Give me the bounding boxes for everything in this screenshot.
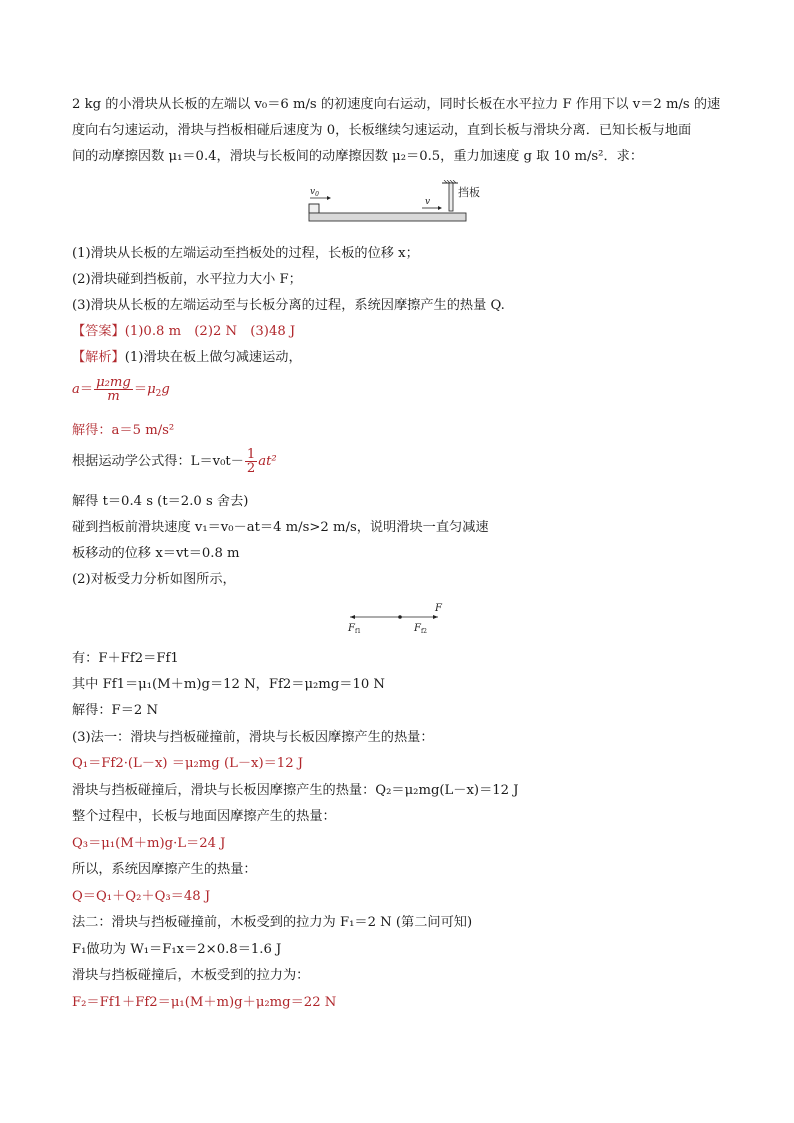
analysis-l7: 板移动的位移 x＝vt＝0.8 m xyxy=(72,546,240,561)
half-numerator: 1 xyxy=(246,447,256,462)
question-3: (3)滑块从长板的左端运动至与长板分离的过程，系统因摩擦产生的热量 Q. xyxy=(72,298,505,313)
question-1: (1)滑块从长板的左端运动至挡板处的过程，长板的位移 x； xyxy=(72,246,419,261)
analysis-l6: 碰到挡板前滑块速度 v₁＝v₀－at＝4 m/s>2 m/s，说明滑块一直匀减速 xyxy=(72,520,489,535)
analysis-l17: 所以，系统因摩擦产生的热量： xyxy=(72,862,257,877)
problem-figure xyxy=(300,180,500,228)
problem-line-1: 2 kg 的小滑块从长板的左端以 v₀＝6 m/s 的初速度向右运动，同时长板在水平拉力 F 作用下以 v＝2 m/s 的速 xyxy=(72,97,721,112)
analysis-line-1 xyxy=(72,349,302,367)
long-board xyxy=(309,213,466,221)
force-ff1-label: $F_{f1}$ xyxy=(348,623,361,635)
analysis-l16: Q₃＝μ₁(M＋m)g·L＝24 J xyxy=(72,836,226,851)
analysis-l12: (3)法一：滑块与挡板碰撞前，滑块与长板因摩擦产生的热量： xyxy=(72,730,434,745)
analysis-l19: 法二：滑块与挡板碰撞前，木板受到的拉力为 F₁＝2 N (第二问可知) xyxy=(72,915,473,930)
analysis-l11: 解得：F＝2 N xyxy=(72,703,159,718)
question-2: (2)滑块碰到挡板前，水平拉力大小 F； xyxy=(72,272,302,287)
analysis-tag: 【解析】 xyxy=(72,350,125,365)
v0-label: $v_0$ xyxy=(310,187,319,198)
analysis-l22: F₂＝Ff1＋Ff2＝μ₁(M＋m)g＋μ₂mg＝22 N xyxy=(72,995,337,1010)
answer-text: (1)0.8 m (2)2 N (3)48 J xyxy=(124,324,296,339)
problem-line-3: 间的动摩擦因数 μ₁＝0.4，滑块与长板间的动摩擦因数 μ₂＝0.5，重力加速度 g 取 10 m/s²．求： xyxy=(72,149,644,164)
analysis-l10: 其中 Ff1＝μ₁(M＋m)g＝12 N，Ff2＝μ₂mg＝10 N xyxy=(72,677,385,692)
half-denominator: 2 xyxy=(246,461,256,476)
eq-a-numerator: μ₂mg xyxy=(96,375,131,390)
analysis-l3 xyxy=(72,422,174,440)
slider-block xyxy=(309,204,319,213)
analysis-l4 xyxy=(72,448,277,476)
v-label: v xyxy=(425,197,431,207)
eq-a-denominator: m xyxy=(107,389,120,404)
analysis-l14: 滑块与挡板碰撞后，滑块与长板因摩擦产生的热量：Q₂＝μ₂mg(L－x)＝12 J xyxy=(72,783,519,798)
baffle xyxy=(449,183,453,211)
analysis-l1: (1)滑块在板上做匀减速运动， xyxy=(124,350,302,365)
force-f-label: F xyxy=(435,603,442,614)
force-ff2-label: $F_{f2}$ xyxy=(414,623,427,635)
analysis-l8: (2)对板受力分析如图所示， xyxy=(72,572,236,587)
force-diagram xyxy=(340,600,460,636)
analysis-l5: 解得 t＝0.4 s (t＝2.0 s 舍去) xyxy=(72,494,249,509)
analysis-l3-text: 解得：a＝5 m/s² xyxy=(72,423,175,438)
eq-acceleration: a＝ $\frac{\text{μ₂mg}}{m}$ $=\mu_2g$ xyxy=(72,375,170,404)
problem-line-2: 度向右匀速运动，滑块与挡板相碰后速度为 0，长板继续匀速运动，直到长板与滑块分离．已知长板与地面 xyxy=(72,123,692,138)
analysis-l4-tail: at² xyxy=(258,454,277,469)
answer-line xyxy=(72,323,295,341)
analysis-l21: 滑块与挡板碰撞后，木板受到的拉力为： xyxy=(72,968,310,983)
analysis-l13: Q₁＝Ff2·(L－x) ＝μ₂mg (L－x)＝12 J xyxy=(72,756,304,771)
analysis-l20: F₁做功为 W₁＝F₁x＝2×0.8＝1.6 J xyxy=(72,942,282,957)
analysis-l18: Q＝Q₁＋Q₂＋Q₃＝48 J xyxy=(72,889,211,904)
answer-tag: 【答案】 xyxy=(72,324,125,339)
analysis-l9: 有：F＋Ff2＝Ff1 xyxy=(72,651,179,666)
analysis-l15: 整个过程中，长板与地面因摩擦产生的热量： xyxy=(72,809,336,824)
analysis-l4-text: 根据运动学公式得：L＝v₀t－ xyxy=(72,454,244,469)
baffle-label: 挡板 xyxy=(458,186,480,199)
